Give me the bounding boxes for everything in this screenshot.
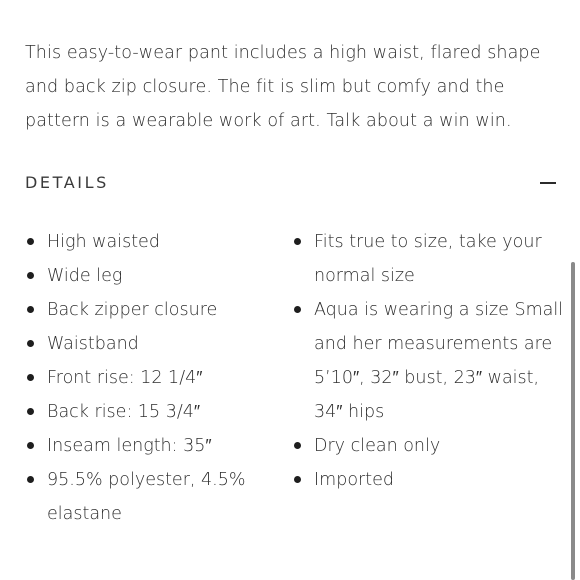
list-item xyxy=(292,293,564,429)
bullet-icon xyxy=(294,442,301,449)
bullet-icon xyxy=(27,340,34,347)
list-item xyxy=(25,293,275,327)
bullet-icon xyxy=(294,306,301,313)
list-item-text: Dry clean only xyxy=(314,436,441,456)
list-item-text: Fits true to size, take your normal size xyxy=(314,232,542,286)
list-item-text: Front rise: 12 1/4″ xyxy=(47,368,203,388)
list-item-text: Imported xyxy=(314,470,394,490)
list-item xyxy=(292,225,564,293)
list-item-text: Aqua is wearing a size Small and her measurements are 5’10″, 32″ bust, 23″ waist, 34″ hips xyxy=(314,300,564,422)
scrollbar-thumb[interactable] xyxy=(571,262,575,580)
details-accordion-header[interactable] xyxy=(25,168,557,196)
minus-icon[interactable] xyxy=(539,173,557,191)
bullet-icon xyxy=(27,408,34,415)
list-item-text: Inseam length: 35″ xyxy=(47,436,212,456)
bullet-icon xyxy=(294,238,301,245)
list-item-text: Back zipper closure xyxy=(47,300,218,320)
list-item xyxy=(292,463,564,497)
details-list-right xyxy=(292,225,564,497)
bullet-icon xyxy=(27,442,34,449)
bullet-icon xyxy=(27,238,34,245)
list-item xyxy=(25,395,275,429)
list-item xyxy=(25,463,275,531)
list-item-text: Back rise: 15 3/4″ xyxy=(47,402,201,422)
list-item-text: 95.5% polyester, 4.5% elastane xyxy=(47,470,246,524)
product-description: This easy-to-wear pant includes a high waist, flared shape and back zip closure. The fit is slim but comfy and the pattern is a wearable work of art. Talk about a win win. xyxy=(25,43,541,131)
list-item xyxy=(25,429,275,463)
bullet-icon xyxy=(27,374,34,381)
list-item-text: Wide leg xyxy=(47,266,123,286)
details-title: DETAILS xyxy=(25,172,109,192)
details-list-left xyxy=(25,225,275,531)
list-item xyxy=(25,327,275,361)
bullet-icon xyxy=(27,306,34,313)
list-item xyxy=(292,429,564,463)
bullet-icon xyxy=(27,272,34,279)
bullet-icon xyxy=(294,476,301,483)
list-item xyxy=(25,361,275,395)
list-item-text: Waistband xyxy=(47,334,139,354)
list-item-text: High waisted xyxy=(47,232,160,252)
list-item xyxy=(25,259,275,293)
list-item xyxy=(25,225,275,259)
bullet-icon xyxy=(27,476,34,483)
